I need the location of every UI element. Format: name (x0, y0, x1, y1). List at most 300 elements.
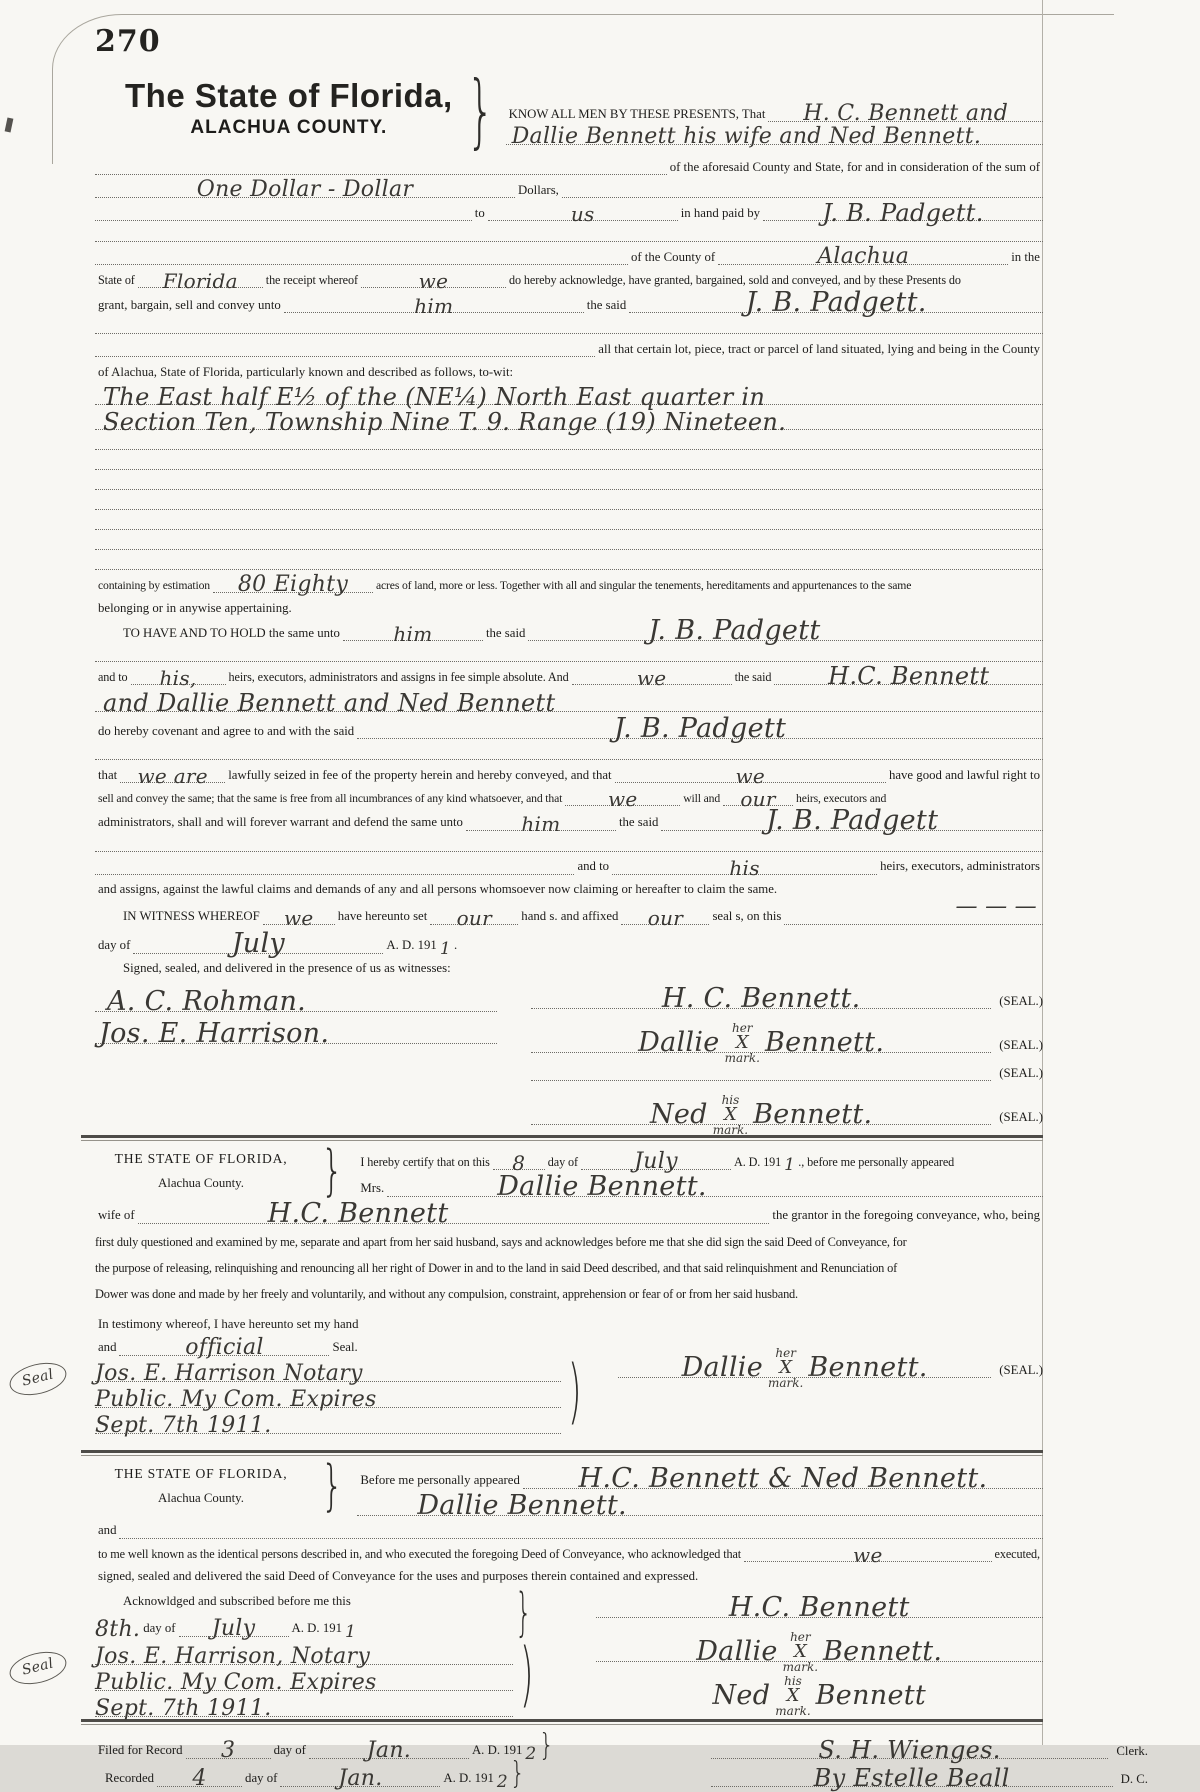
notary1-left (20, 1310, 588, 1439)
belonging-text: belonging or in anywise appertaining. (98, 600, 292, 615)
notary2-ack-brace: } (515, 1582, 533, 1643)
his-mark (713, 1094, 748, 1136)
our-field (723, 786, 793, 811)
form-line (95, 1611, 507, 1643)
covenant-handwriting: J. B. Padgett (614, 712, 787, 744)
section-divider-2 (81, 1450, 1043, 1456)
known-text: to me well known as the identical persons described in, and who executed the foregoing Deed of Conveyance, who acknowledged that (98, 1547, 742, 1562)
notary-seal-oval-2 (6, 1646, 70, 1689)
state-handwriting: Florida (162, 269, 238, 293)
recorded-text: Recorded (105, 1771, 155, 1786)
signature-block (95, 981, 1043, 1137)
dashes-handwriting: — — — (955, 894, 1037, 920)
acres-handwriting: 80 Eighty (237, 572, 349, 598)
containing-text: containing by estimation (98, 578, 210, 592)
notary2-commission (20, 1632, 541, 1722)
we-are-handwriting: we are (137, 763, 208, 788)
we-handwriting-4: we (607, 786, 638, 811)
form-line (95, 222, 1043, 242)
signed-sealed-text: Signed, sealed, and delivered in the presence of us as witnesses: (123, 961, 451, 976)
mark-label-3: mark. (768, 1375, 804, 1390)
notary1-brace: } (321, 1138, 344, 1202)
covenant-field (357, 712, 1043, 744)
heirs-text: heirs, executors, administrators and assigns in fee simple absolute. And (228, 670, 569, 685)
form-line (95, 198, 1043, 227)
state-title: The State of Florida, (125, 77, 453, 114)
acknowledged-text: Acknowldged and subscribed before me this (123, 1594, 351, 1609)
form-line (95, 381, 1043, 411)
form-line (357, 1148, 1043, 1176)
description-field-2 (95, 407, 1043, 436)
witness-signature-field-1 (95, 985, 497, 1017)
grantee-handwriting-3: J. B. Padgett (766, 804, 939, 836)
form-line (95, 1563, 1043, 1585)
mark-label: mark. (724, 1050, 760, 1065)
grantor-signature-field-1 (531, 982, 991, 1014)
him-handwriting-2: him (393, 621, 433, 646)
notary-seal-text-2: Seal (20, 1655, 56, 1679)
will-and-text: will and (683, 791, 721, 805)
grantors-handwriting-2: Dallie Bennett his wife and Ned Bennett. (511, 124, 982, 150)
to-have-text: TO HAVE AND TO HOLD the same unto (123, 625, 340, 640)
notary1-paragraph-2: the purpose of releasing, relinquishing and renouncing all her right of Dower in and to the land in said Deed described, and that said relinquishment and Renunciation of (95, 1260, 897, 1275)
form-line (95, 243, 1043, 270)
mark-label-2: mark. (712, 1122, 749, 1137)
form-line (95, 1013, 497, 1049)
form-line (95, 491, 1043, 510)
form-line (95, 1666, 513, 1696)
grantor-text: the grantor in the foregoing conveyance, who, being (772, 1208, 1040, 1223)
ad-text-4: A. D. 191 (471, 1743, 523, 1758)
notary2-month-handwriting: July (211, 1616, 256, 1642)
form-line (95, 1727, 685, 1765)
form-line (95, 662, 1043, 691)
witness-signature-field-2 (95, 1017, 497, 1049)
wife-of-text: wife of (98, 1208, 135, 1223)
receipt-text: the receipt whereof (265, 273, 358, 288)
form-line (95, 1357, 561, 1387)
record-left (95, 1727, 685, 1792)
notary2-appeared-field-2 (357, 1489, 1043, 1521)
form-line (596, 1619, 1043, 1674)
form-line (531, 1050, 1043, 1081)
certify-text: I hereby certify that on this (360, 1155, 490, 1170)
form-line (95, 335, 1043, 357)
form-line (95, 832, 1043, 852)
assigns-text: and assigns, against the lawful claims and demands of any and all persons whomsoever now claiming or hereafter to claim the same. (98, 882, 778, 897)
form-line (95, 642, 1043, 662)
period-text: . (453, 938, 458, 953)
notary1-line-field-3 (95, 1413, 561, 1439)
ad-text-3: A. D. 191 (291, 1621, 343, 1636)
before-appeared-text: Before me personally appeared (360, 1473, 520, 1488)
notary2-day-handwriting: 8th. (95, 1617, 141, 1643)
seized-text: lawfully seized in fee of the property herein and hereby conveyed, and that (228, 767, 612, 782)
form-line (95, 511, 1043, 530)
his-handwriting: his, (159, 665, 197, 690)
date-dash-field (784, 894, 1043, 925)
form-line (95, 551, 1043, 570)
grantor2-signature-first: Dallie (638, 1026, 720, 1058)
blank-line (95, 458, 1043, 470)
form-line (95, 594, 1043, 616)
document-header (95, 64, 1043, 157)
that-field (120, 763, 225, 788)
grantee-handwriting-2: J. B. Padgett (648, 614, 821, 646)
and-to-text: and to (98, 670, 128, 685)
before-text: ., before me personally appeared (798, 1155, 955, 1170)
notary2-ack-group (95, 1582, 541, 1643)
notary2-appeared-1: H.C. Bennett & Ned Bennett. (578, 1462, 988, 1494)
notary2-brace: } (321, 1453, 344, 1517)
sell-text: sell and convey the same; that the same is free from all incumbrances of any kind whatsoever, and that (98, 791, 563, 805)
heirs2-text: heirs, executors, administrators (880, 859, 1040, 874)
his-handwriting-2: his (729, 855, 760, 880)
scan-edge-mark (5, 118, 14, 133)
notary2-venue (95, 1462, 307, 1516)
notary1-venue (95, 1147, 307, 1197)
year-handwriting: 1 (439, 939, 451, 960)
form-line (506, 123, 1043, 150)
form-line (357, 1462, 1043, 1494)
grantors2-field (95, 689, 1043, 718)
payer-field (763, 198, 1043, 227)
blank-line (95, 650, 1043, 662)
grantor-handwriting: H.C. Bennett (828, 662, 990, 691)
notary1-day-field (493, 1150, 545, 1175)
notary2-month-field (179, 1616, 289, 1642)
notary2-state: THE STATE OF FLORIDA, (114, 1465, 288, 1481)
ad-text-2: A. D. 191 (734, 1155, 782, 1170)
form-line (95, 471, 1043, 490)
her-label: her (731, 1020, 753, 1035)
covenant-text: do hereby covenant and agree to and with the said (98, 723, 355, 738)
payer-handwriting: J. B. Padgett. (822, 198, 984, 227)
blank-line (95, 345, 595, 357)
form-line (95, 358, 1043, 380)
form-line (95, 614, 1043, 646)
notary-seal-text: Seal (20, 1366, 56, 1390)
blank-line (95, 498, 1043, 510)
form-line (95, 1640, 513, 1670)
description-field-1 (95, 382, 1043, 411)
blank-line (95, 518, 1043, 530)
notary1-dallie-first: Dallie (681, 1351, 764, 1383)
header-left (95, 77, 453, 145)
notary1-commission-3: Sept. 7th 1911. (95, 1413, 272, 1439)
filed-text: Filed for Record (98, 1743, 183, 1758)
witness2-signature: Jos. E. Harrison. (99, 1017, 330, 1049)
notary1-paragraph-1: first duly questioned and examined by me, separate and apart from her said husband, says and acknowledges before me that she did sign the said Deed of Conveyance, for (95, 1234, 907, 1249)
our-handwriting-2: our (456, 905, 492, 930)
notary1-right (588, 1310, 1043, 1434)
seal-label-5: (SEAL.) (999, 1362, 1043, 1377)
notary2-attestation (20, 1582, 1043, 1722)
notary1-year-handwriting: 1 (784, 1155, 796, 1176)
notary2-line-field-3 (95, 1696, 513, 1722)
notary2-commission-3: Sept. 7th 1911. (95, 1696, 272, 1722)
in-the-text: in the (1011, 249, 1040, 264)
blank-line (95, 438, 1043, 450)
record-brace-2: } (509, 1755, 526, 1791)
receipt-field (361, 269, 506, 293)
blank-line (119, 1527, 1043, 1539)
and-to-text-2: and to (577, 859, 610, 874)
notary2-sig1: H.C. Bennett (728, 1591, 910, 1623)
notary1-commission-lines (95, 1356, 561, 1439)
form-line (95, 1755, 685, 1792)
grantors-handwriting-1: H. C. Bennett and (803, 101, 1009, 127)
state-field (138, 269, 263, 293)
seized-field (615, 763, 886, 788)
form-line (596, 1659, 1043, 1718)
grantor2-signature-last: Bennett. (764, 1026, 885, 1058)
notary1-paragraph-3: Dower was done and made by her freely and voluntarily, and without any compulsion, constraint, apprehension or fear of or from her said husband. (95, 1286, 798, 1301)
grantee-field (629, 287, 1043, 318)
form-line (95, 853, 1043, 880)
dc-label: D. C. (1120, 1771, 1148, 1786)
filed-month-field (309, 1738, 469, 1764)
month-handwriting: July (231, 927, 285, 959)
notary2-county: Alachua County. (158, 1490, 244, 1505)
amount-field (95, 177, 515, 203)
we-handwriting-5: we (283, 905, 314, 930)
notary1-commission-1: Jos. E. Harrison Notary (95, 1361, 363, 1387)
form-line (506, 100, 1043, 127)
mrs-label: Mrs. (360, 1181, 385, 1196)
blank-line (95, 322, 1043, 334)
husband-handwriting: H.C. Bennett (267, 1197, 449, 1229)
notary2-lines (357, 1462, 1043, 1521)
we-handwriting: we (418, 269, 449, 293)
filed-day-handwriting: 3 (220, 1738, 236, 1764)
grantee-pronoun-field (284, 293, 584, 318)
description-handwriting-2: Section Ten, Township Nine T. 9. Range (19) Nineteen. (103, 407, 787, 436)
signed-delivered-text: signed, sealed and delivered the said Deed of Conveyance for the uses and purposes therein contained and expressed. (98, 1569, 699, 1584)
sell-field (565, 786, 680, 811)
blank-line (562, 186, 1043, 198)
notary2-close-brace: ) (520, 1632, 534, 1715)
notary2-left (20, 1582, 541, 1722)
notary2-appeared-field-1 (523, 1462, 1043, 1494)
form-line (711, 1760, 1148, 1792)
blank-line (95, 558, 1043, 570)
recorded-day-field (157, 1766, 242, 1792)
filed-day-field (186, 1738, 271, 1764)
official-handwriting: official (185, 1335, 264, 1361)
form-line (95, 1517, 1043, 1539)
day-of-text-3: day of (143, 1621, 176, 1636)
form-line (95, 1197, 1043, 1229)
blank-line (95, 748, 1043, 760)
form-line (95, 1311, 588, 1333)
form-line (95, 1334, 588, 1361)
notary1-appeared-field (387, 1170, 1043, 1202)
notary2-dallie-last: Bennett. (823, 1635, 943, 1667)
blank-line (95, 863, 574, 875)
day-of-text: day of (98, 938, 131, 953)
grantors2-handwriting: and Dallie Bennett and Ned Bennett (103, 689, 556, 718)
notary2-signature-field-3 (596, 1659, 1043, 1718)
seal-label-3: (SEAL.) (999, 1065, 1043, 1080)
form-line (95, 1692, 513, 1722)
our-field-2 (430, 905, 518, 930)
notary2-signature-field-2 (596, 1619, 1043, 1674)
dollars-label: Dollars, (518, 182, 559, 197)
form-line (95, 982, 497, 1017)
notary1-county: Alachua County. (158, 1175, 244, 1190)
form-line (95, 740, 1043, 760)
form-line (357, 1170, 1043, 1202)
county-title: ALACHUA COUNTY. (190, 117, 388, 138)
and-label-2: and (98, 1523, 117, 1538)
grantor1-signature: H. C. Bennett. (661, 982, 861, 1014)
notary1-month-handwriting: July (634, 1149, 678, 1175)
the-said-text-4: the said (618, 815, 659, 830)
his-label-2: his (784, 1673, 802, 1688)
notary2-header (95, 1453, 1043, 1521)
grantors-field-2 (506, 124, 1043, 150)
form-line (95, 266, 1043, 293)
grantor3-signature-last: Bennett. (753, 1098, 873, 1130)
notary1-close-brace: ) (567, 1349, 582, 1432)
the-said-text: the said (586, 297, 627, 312)
his-mark-2 (775, 1675, 810, 1717)
notary2-line-field-1 (95, 1644, 513, 1670)
form-line (95, 176, 1043, 203)
record-brace-1: } (538, 1727, 554, 1763)
seal-label-1: (SEAL.) (999, 993, 1043, 1008)
filed-year-handwriting: 2 (525, 1744, 537, 1765)
form-line (95, 784, 1043, 811)
notary2-we-field (744, 1542, 991, 1567)
blank-line (95, 163, 667, 175)
form-line (357, 1489, 1043, 1521)
blank-line (95, 253, 628, 265)
grantor-signature-column (531, 981, 1043, 1137)
blank-line (95, 230, 1043, 242)
county-handwriting: Alachua (817, 244, 910, 270)
notary2-ack-lines (95, 1587, 507, 1643)
grantor-signature-field-3 (531, 1082, 991, 1137)
x-mark-4: X (793, 1640, 807, 1662)
heirs-exec-text: heirs, executors and (796, 791, 887, 805)
form-line (596, 1588, 1043, 1623)
her-label-3: her (790, 1629, 811, 1644)
description-handwriting-1: The East half E½ of the (NE¼) North East quarter in (103, 382, 766, 411)
grantee-field-2 (528, 614, 1043, 646)
notary2-dallie-first: Dallie (696, 1635, 778, 1667)
form-line (95, 894, 1043, 930)
section-divider-1 (81, 1135, 1043, 1141)
in-hand-text: in hand paid by (680, 205, 760, 220)
clerk-signature-field (711, 1736, 1109, 1765)
to-label: to (474, 205, 485, 220)
form-line (531, 1010, 1043, 1065)
notary1-dallie-last: Bennett. (808, 1351, 928, 1383)
notary2-commission-lines (95, 1639, 513, 1722)
seal-dot-label: Seal. (332, 1340, 358, 1355)
blank-line (95, 478, 1043, 490)
page-number: 270 (95, 24, 161, 59)
form-line (95, 1383, 561, 1413)
acres-text: acres of land, more or less. Together with all and singular the tenements, hereditaments and appurtenances to the same (375, 578, 912, 592)
notary2-appeared-2: Dallie Bennett. (417, 1489, 627, 1521)
seal-label-2: (SEAL.) (999, 1037, 1043, 1052)
the-said-text-2: the said (485, 625, 526, 640)
form-line (95, 1588, 507, 1610)
notary1-header (95, 1138, 1043, 1202)
witness1-signature: A. C. Rohman. (107, 985, 307, 1017)
grantor3-signature-first: Ned (649, 1098, 708, 1130)
clerk-signature: S. H. Wienges. (818, 1736, 1001, 1765)
notary1-day-handwriting: 8 (512, 1150, 526, 1175)
ad-text: A. D. 191 (386, 938, 437, 953)
her-label-2: her (775, 1345, 796, 1360)
of-county-text: of the County of (630, 249, 716, 264)
notary1-month-field (581, 1149, 731, 1175)
official-field (119, 1335, 329, 1361)
blank-line (95, 209, 472, 221)
that-text: that (98, 767, 118, 782)
form-line (95, 451, 1043, 470)
form-line (618, 1335, 1043, 1390)
notary2-commission-1: Jos. E. Harrison, Notary (95, 1644, 371, 1670)
notary2-ned-last: Bennett (815, 1679, 927, 1711)
form-line (95, 955, 1043, 977)
grantee-handwriting: J. B. Padgett. (745, 287, 927, 318)
notary2-ned-first: Ned (712, 1679, 771, 1711)
form-line (95, 571, 1043, 598)
form-line (95, 1540, 1043, 1567)
him-handwriting-3: him (521, 811, 561, 836)
county-field (718, 244, 1008, 270)
seals-text: seal s, on this (712, 909, 782, 924)
notary1-certify-lines (357, 1147, 1043, 1202)
good-right-text: have good and lawful right to (888, 767, 1040, 782)
hands-text: hand s. and affixed (521, 909, 619, 924)
day-of-text-4: day of (273, 1743, 306, 1758)
his-label: his (721, 1092, 740, 1107)
notary1-state: THE STATE OF FLORIDA, (114, 1150, 288, 1166)
month-field (133, 927, 383, 959)
x-mark-3: X (779, 1356, 793, 1378)
recorded-month-handwriting: Jan. (338, 1766, 383, 1792)
and-field (572, 665, 732, 690)
our-handwriting: our (740, 786, 776, 811)
notary2-signature-field-1 (596, 1591, 1043, 1623)
husband-field (138, 1197, 770, 1229)
our-field-3 (621, 905, 709, 930)
defend-pronoun-field (466, 811, 616, 836)
notary-seal-oval (6, 1357, 70, 1400)
set-text: have hereunto set (337, 909, 428, 924)
form-line (95, 531, 1043, 550)
notary1-line-field-2 (95, 1387, 561, 1413)
in-witness-text: IN WITNESS WHEREOF (123, 909, 260, 924)
notary2-commission-2: Public. My Com. Expires (95, 1670, 377, 1696)
form-line (95, 431, 1043, 450)
our-handwriting-3: our (647, 905, 684, 930)
blank-line (95, 840, 1043, 852)
payee-field (488, 202, 678, 226)
state-of-text: State of (98, 273, 135, 288)
witness-we-field (263, 905, 335, 930)
ad-text-5: A. D. 191 (443, 1771, 494, 1786)
we-handwriting-2: we (636, 665, 667, 690)
recorded-month-field (280, 1766, 440, 1792)
form-line (95, 686, 1043, 718)
